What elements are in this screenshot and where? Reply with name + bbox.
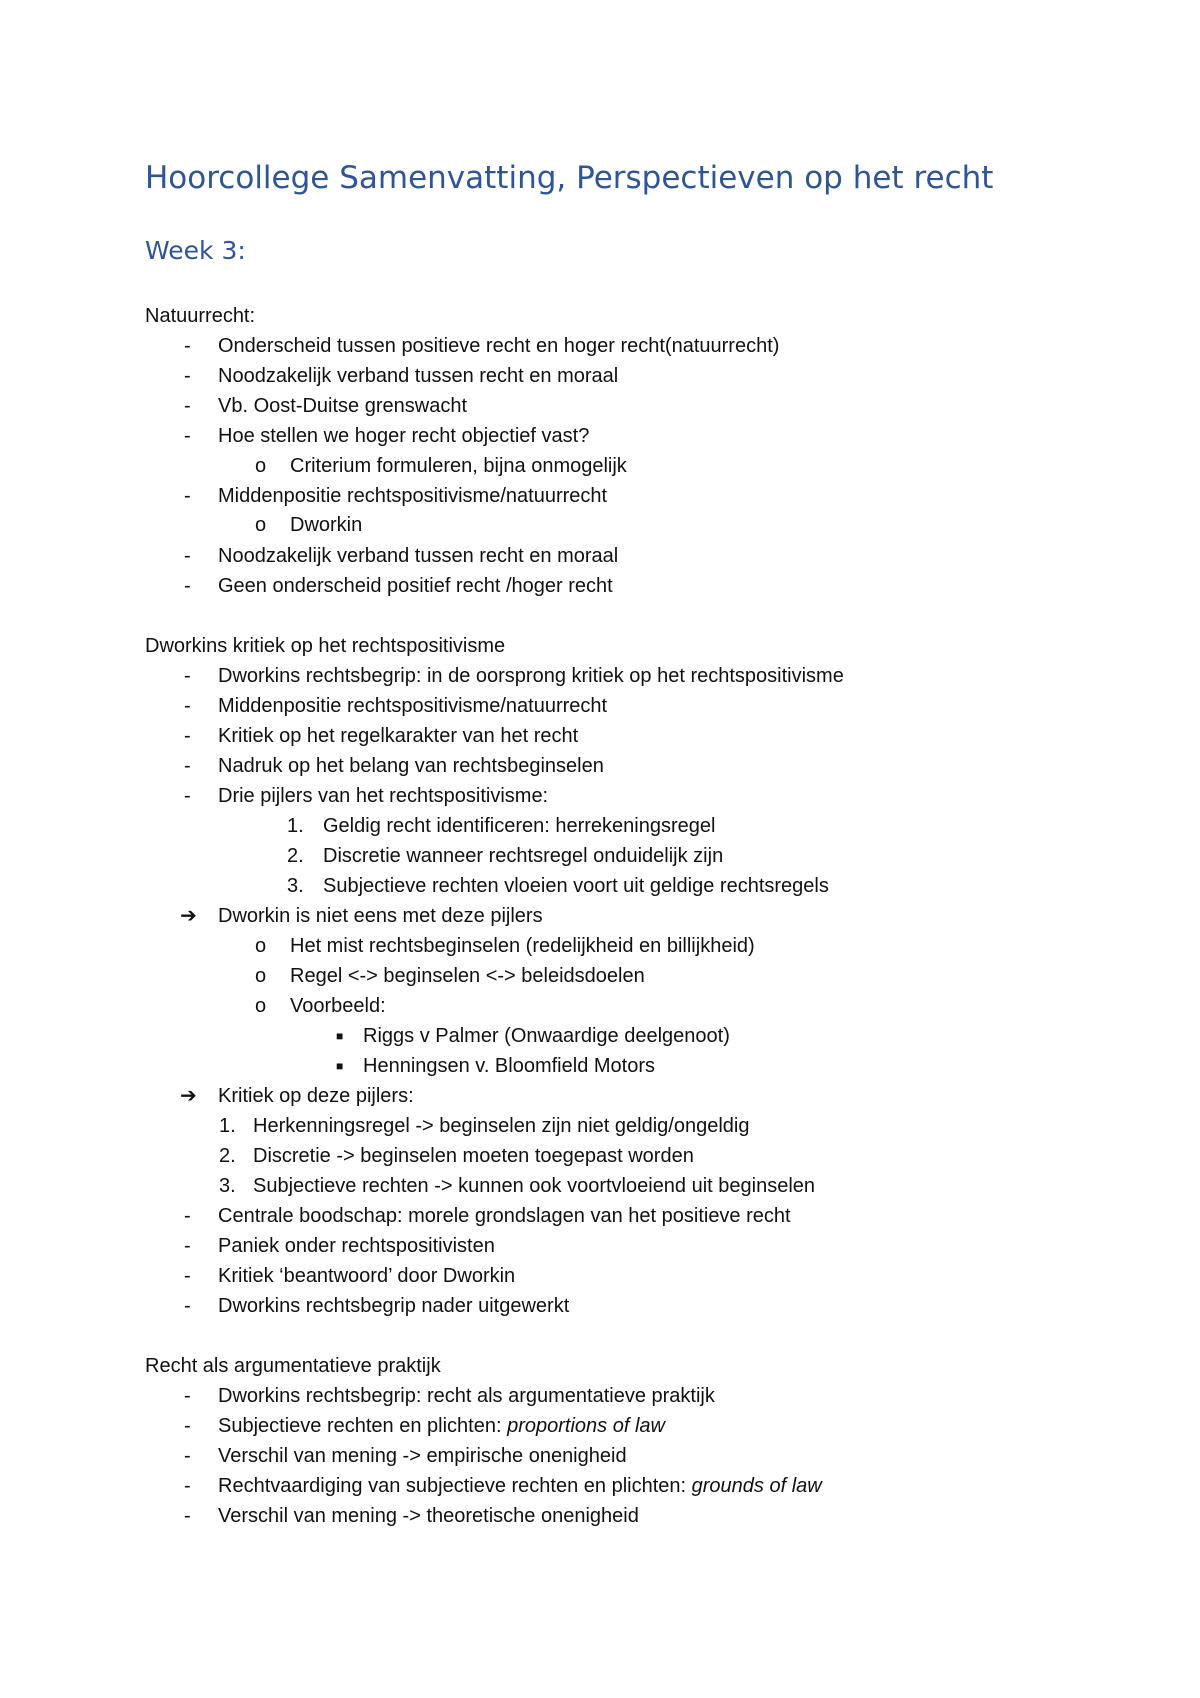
list-item-text: Discretie -> beginselen moeten toegepast worden (253, 1145, 694, 1167)
list-item-text: Verschil van mening -> empirische onenigheid (218, 1445, 627, 1467)
dash-marker: - (184, 755, 191, 777)
dash-marker: - (184, 1505, 191, 1527)
dash-marker: - (184, 1385, 191, 1407)
list-item-text: Drie pijlers van het rechtspositivisme: (218, 785, 549, 807)
italic-term: proportions of law (507, 1415, 665, 1437)
list-item-text: Paniek onder rechtspositivisten (218, 1235, 495, 1257)
list-item-text: Hoe stellen we hoger recht objectief vast? (218, 425, 590, 447)
list-item-text (218, 1472, 822, 1500)
dash-marker: - (184, 785, 191, 807)
section-heading: Dworkins kritiek op het rechtspositivisme (145, 635, 506, 657)
list-item-text: Geldig recht identificeren: herrekeningsregel (323, 815, 716, 837)
dash-marker: - (184, 1415, 191, 1437)
document-title: Hoorcollege Samenvatting, Perspectieven op het recht (145, 160, 994, 196)
dash-marker: - (184, 485, 191, 507)
circle-marker: o (255, 995, 267, 1017)
number-marker: 2. (287, 845, 304, 867)
list-item-text: Criterium formuleren, bijna onmogelijk (290, 455, 627, 477)
number-marker: 2. (219, 1145, 236, 1167)
colon-separator: : (495, 1415, 508, 1437)
circle-marker: o (255, 935, 267, 957)
list-item-text: Subjectieve rechten -> kunnen ook voortvloeiend uit beginselen (253, 1175, 816, 1197)
square-marker: ■ (336, 1029, 344, 1043)
list-item-text: Kritiek op deze pijlers: (218, 1085, 414, 1107)
dash-marker: - (184, 1445, 191, 1467)
circle-marker: o (255, 965, 267, 987)
dash-marker: - (184, 425, 191, 447)
colon-separator: : (680, 1475, 692, 1497)
number-marker: 1. (287, 815, 304, 837)
list-item-text: Subjectieve rechten vloeien voort uit geldige rechtsregels (323, 875, 829, 897)
list-item-text: Middenpositie rechtspositivisme/natuurrecht (218, 695, 608, 717)
list-item-text: Riggs v Palmer (Onwaardige deelgenoot) (363, 1025, 730, 1047)
number-marker: 1. (219, 1115, 236, 1137)
number-marker: 3. (219, 1175, 236, 1197)
week-heading: Week 3: (145, 236, 246, 265)
arrow-icon: ➔ (180, 1085, 197, 1107)
list-item-text-plain: Subjectieve rechten en plichten (218, 1415, 496, 1437)
list-item-text: Dworkin (290, 514, 363, 536)
list-item-text: Dworkins rechtsbegrip: in de oorsprong kritiek op het rechtspositivisme (218, 665, 844, 687)
list-item-text: Nadruk op het belang van rechtsbeginselen (218, 755, 604, 777)
dash-marker: - (184, 395, 191, 417)
dash-marker: - (184, 725, 191, 747)
circle-marker: o (255, 514, 267, 536)
list-item-text: Noodzakelijk verband tussen recht en moraal (218, 365, 619, 387)
list-item-text: Dworkin is niet eens met deze pijlers (218, 905, 543, 927)
dash-marker: - (184, 545, 191, 567)
italic-term: grounds of law (691, 1475, 822, 1497)
dash-marker: - (184, 1235, 191, 1257)
list-item-text-plain: Rechtvaardiging van subjectieve rechten en plichten (218, 1475, 681, 1497)
list-item-text: Verschil van mening -> theoretische onenigheid (218, 1505, 639, 1527)
list-item-text: Herkenningsregel -> beginselen zijn niet geldig/ongeldig (253, 1115, 750, 1137)
list-item-text: Onderscheid tussen positieve recht en hoger recht(natuurrecht) (218, 335, 780, 357)
list-item-text: Het mist rechtsbeginselen (redelijkheid en billijkheid) (290, 935, 755, 957)
dash-marker: - (184, 1205, 191, 1227)
list-item-text: Dworkins rechtsbegrip nader uitgewerkt (218, 1295, 570, 1317)
list-item-text: Discretie wanneer rechtsregel onduidelijk zijn (323, 845, 724, 867)
arrow-icon: ➔ (180, 905, 197, 927)
list-item-text: Regel <-> beginselen <-> beleidsdoelen (290, 965, 645, 987)
number-marker: 3. (287, 875, 304, 897)
list-item-text: Kritiek ‘beantwoord’ door Dworkin (218, 1265, 516, 1287)
dash-marker: - (184, 1475, 191, 1497)
dash-marker: - (184, 335, 191, 357)
dash-marker: - (184, 365, 191, 387)
circle-marker: o (255, 455, 267, 477)
dash-marker: - (184, 665, 191, 687)
list-item-text: Noodzakelijk verband tussen recht en moraal (218, 545, 619, 567)
square-marker: ■ (336, 1059, 344, 1073)
dash-marker: - (184, 575, 191, 597)
list-item-text: Kritiek op het regelkarakter van het recht (218, 725, 579, 747)
list-item-text: Dworkins rechtsbegrip: recht als argumentatieve praktijk (218, 1385, 715, 1407)
list-item-text: Voorbeeld: (290, 995, 386, 1017)
dash-marker: - (184, 695, 191, 717)
list-item-text: Middenpositie rechtspositivisme/natuurrecht (218, 485, 608, 507)
list-item-text: Henningsen v. Bloomfield Motors (363, 1055, 655, 1077)
list-item-text: Geen onderscheid positief recht /hoger recht (218, 575, 613, 597)
list-item-text: Vb. Oost-Duitse grenswacht (218, 395, 467, 417)
section-heading: Recht als argumentatieve praktijk (145, 1355, 441, 1377)
list-item-text: Centrale boodschap: morele grondslagen van het positieve recht (218, 1205, 791, 1227)
dash-marker: - (184, 1265, 191, 1287)
section-heading: Natuurrecht: (145, 305, 256, 327)
list-item-text (218, 1412, 665, 1440)
dash-marker: - (184, 1295, 191, 1317)
